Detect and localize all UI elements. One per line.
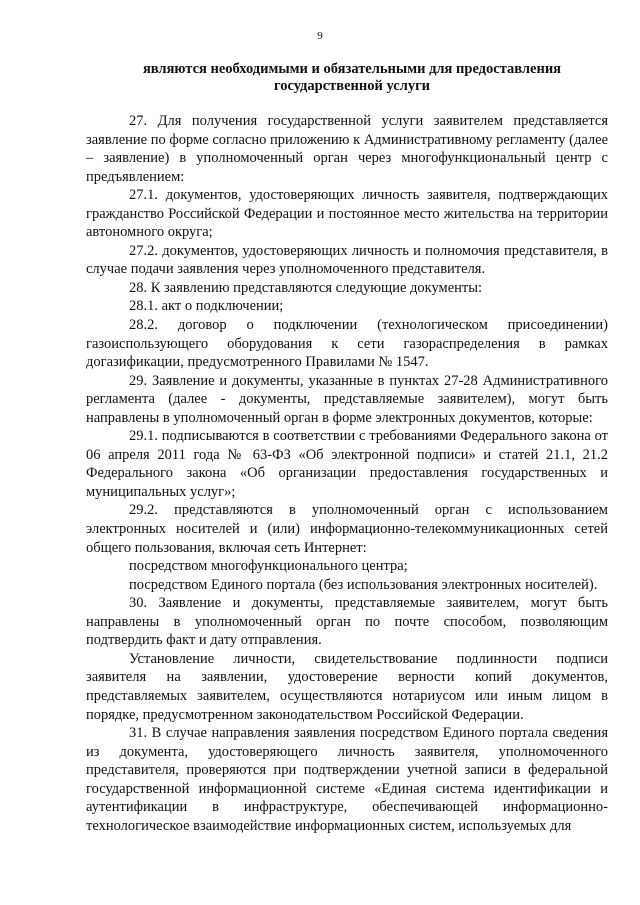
paragraph-27-1: 27.1. документов, удостоверяющих личность заявителя, подтверждающих гражданство Российской Федерации и постоянное место жительства на территории автономного округа; (86, 187, 608, 241)
section-heading: являются необходимыми и обязательными для предоставления государственной услуги (142, 61, 562, 94)
paragraph-28-2: 28.2. договор о подключении (технологическом присоединении) газоиспользующего оборудования к сети газораспределения в рамках догазификации, предусмотренного Правилами № 1547. (86, 317, 608, 371)
paragraph-identity-verification: Установление личности, свидетельствование подлинности подписи заявителя на заявлении, удостоверение верности копий документов, представляемых заявителем, осуществляются нотариусом или иным лицом в порядке, предусмотренном законодательством Российской Федерации. (86, 650, 608, 723)
paragraph-29: 29. Заявление и документы, указанные в пунктах 27-28 Административного регламента (далее - документы, представляемые заявителем), могут быть направлены в уполномоченный орган в форме электронных документов, которые: (86, 372, 608, 426)
paragraph-29-1: 29.1. подписываются в соответствии с требованиями Федерального закона от 06 апреля 2011 года № 63-ФЗ «Об электронной подписи» и статей 21.1, 21.2 Федерального закона «Об организации предоставления государственных и муниципальных услуг»; (86, 428, 608, 500)
paragraph-27: 27. Для получения государственной услуги заявителем представляется заявление по форме согласно приложению к Административному регламенту (далее – заявление) в уполномоченный орган через многофункциональный центр с предъявлением: (86, 113, 608, 185)
paragraph-portal-channel: посредством Единого портала (без использования электронных носителей). (129, 576, 598, 593)
paragraph-28-1: 28.1. акт о подключении; (129, 298, 284, 315)
page-number: 9 (317, 30, 323, 42)
paragraph-mfc-channel: посредством многофункционального центра; (129, 558, 408, 575)
paragraph-29-2: 29.2. представляются в уполномоченный орган с использованием электронных носителей и (или) информационно-телекоммуникационных сетей общего пользования, включая сеть Интернет: (86, 502, 608, 556)
paragraph-30: 30. Заявление и документы, представляемые заявителем, могут быть направлены в уполномоченный орган по почте способом, позволяющим подтвердить факт и дату отправления. (86, 595, 608, 649)
paragraph-31: 31. В случае направления заявления посредством Единого портала сведения из документа, удостоверяющего личность заявителя, уполномоченного представителя, проверяются при подтверждении учетной записи в федеральной государственной информационной системе «Единая система идентификации и аутентификации в инфраструктуре, обеспечивающей информационно-технологическое взаимодействие информационных систем, используемых для (86, 725, 608, 834)
document-body (86, 112, 608, 835)
paragraph-27-2: 27.2. документов, удостоверяющих личность и полномочия представителя, в случае подачи заявления через уполномоченного представителя. (86, 242, 608, 278)
paragraph-28: 28. К заявлению представляются следующие документы: (129, 279, 483, 296)
